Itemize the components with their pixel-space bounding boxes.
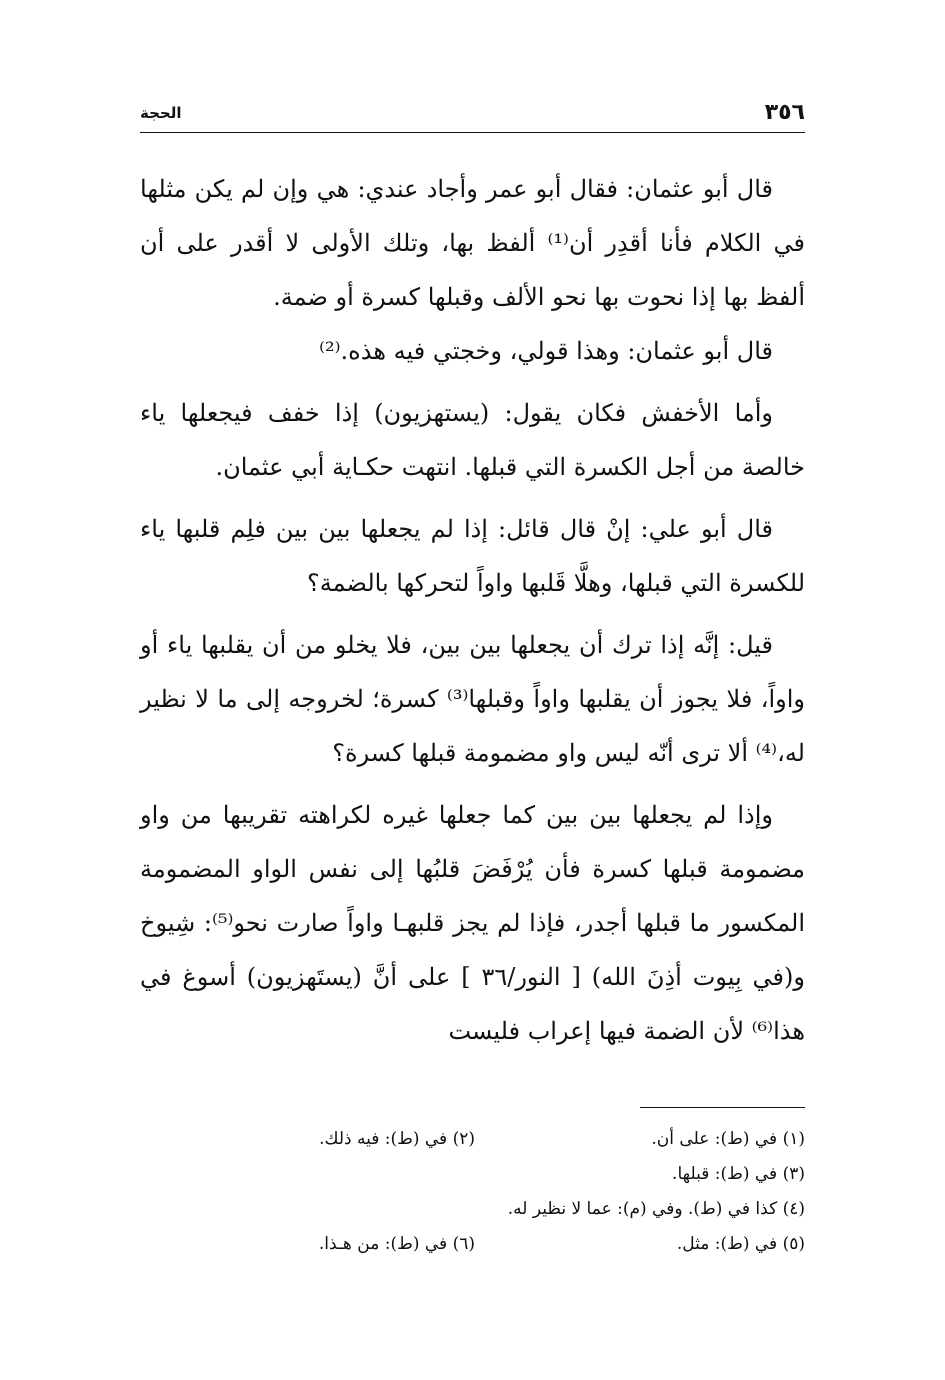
paragraph-3: وأما الأخفش فكان يقول: (يستهزيون) إذا خفف فيجعلها ياء خالصة من أجل الكسرة التي قبلها. انتهت حكـاية أبي عثمان.	[140, 399, 805, 481]
main-text	[140, 162, 805, 1058]
paragraph-6: وإذا لم يجعلها بين بين كما جعلها غيره لكراهته تقريبها من واو مضمومة قبلها كسرة فأن يُرْفَضَ قلبُها إلى نفس الواو المضمومة المكسور ما قبلها أجدر، فإذا لم يجز قلبهـا واواً صارت نحو⁽⁵⁾: شِيوخ و(في بِيوت أذِنَ الله) [ النور/٣٦ ] على أنَّ (يستَهزيون) أسوغ في هذا⁽⁶⁾ لأن الضمة فيها إعراب فليست	[140, 801, 805, 1045]
footnote-row	[140, 1157, 805, 1192]
footnote-4: (٤) كذا في (ط). وفي (م): عما لا نظير له.	[507, 1199, 805, 1219]
footnote-6: (٦) في (ط): من هـذا.	[318, 1234, 475, 1254]
paragraph-4: قال أبو علي: إنْ قال قائل: إذا لم يجعلها بين بين فلِم قلبها ياء للكسرة التي قبلها، وهلَّا قَلبها واواً لتحركها بالضمة؟	[140, 515, 805, 597]
paragraph-1: قال أبو عثمان: فقال أبو عمر وأجاد عندي: هي وإن لم يكن مثلها في الكلام فأنا أقدِر أن⁽¹⁾ ألفظ بها، وتلك الأولى لا أقدر على أن ألفظ بها إذا نحوت بها نحو الألف وقبلها كسرة أو ضمة.	[140, 175, 805, 311]
paragraph-2: قال أبو عثمان: وهذا قولي، وخجتي فيه هذه.⁽²⁾	[319, 337, 773, 365]
footnotes	[140, 1122, 805, 1262]
paragraph-5: قيل: إنَّه إذا ترك أن يجعلها بين بين، فلا يخلو من أن يقلبها ياء أو واواً، فلا يجوز أن يقلبها واواً وقبلها⁽³⁾ كسرة؛ لخروجه إلى ما لا نظير له،⁽⁴⁾ ألا ترى أنّه ليس واو مضمومة قبلها كسرة؟	[140, 631, 805, 767]
footnote-row	[140, 1192, 805, 1227]
footnote-row	[140, 1122, 805, 1157]
footnote-2: (٢) في (ط): فيه ذلك.	[319, 1129, 475, 1149]
footnote-5: (٥) في (ط): مثل.	[676, 1234, 805, 1254]
footnote-divider	[640, 1107, 805, 1108]
footnote-1: (١) في (ط): على أن.	[651, 1129, 805, 1149]
footnote-3: (٣) في (ط): قبلها.	[672, 1164, 805, 1184]
running-title: الحجة	[140, 104, 182, 122]
page-number: ٣٥٦	[764, 100, 805, 125]
footnote-row	[140, 1227, 805, 1262]
page-header	[140, 98, 805, 133]
